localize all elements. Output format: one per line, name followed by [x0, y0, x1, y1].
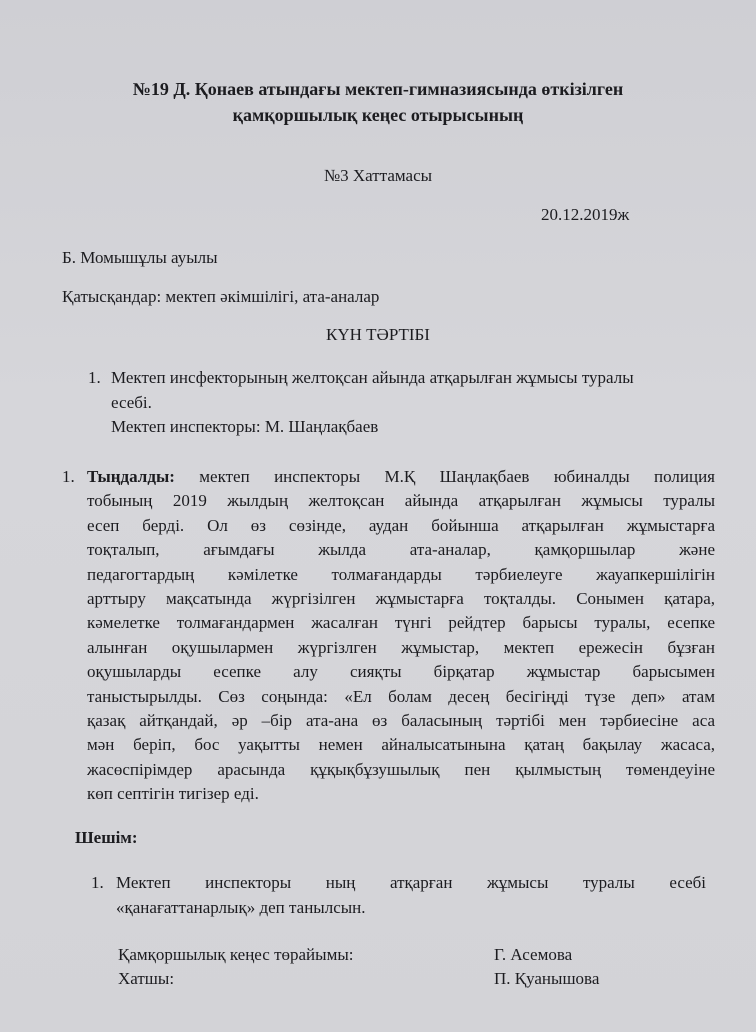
document-title-line1: №19 Д. Қонаев атындағы мектеп-гимназиясында өткізілген [132, 79, 624, 99]
protocol-number: №3 Хаттамасы [323, 166, 433, 185]
heard-line: жасөспірімдер арасында құқықбұзушылық пен қылмыстың төмендеуіне [87, 759, 715, 779]
decision-item-line1: Мектеп инспекторы ның атқарған жұмысы туралы есебі [116, 873, 706, 892]
heard-label: Тыңдалды: [87, 467, 175, 486]
decision-item-number: 1. [91, 873, 104, 892]
heard-line: мән беріп, бос уақытты немен айналысатынына қатаң бақылау жасаса, [87, 735, 715, 755]
document-date: 20.12.2019ж [541, 205, 630, 224]
heard-line: көп септігін тигізер еді. [87, 784, 259, 804]
heard-first-line [87, 465, 715, 489]
chair-label: Қамқоршылық кеңес төрайымы: [118, 945, 354, 964]
heard-line1-text: мектеп инспекторы М.Қ Шаңлақбаев юбиналды полиция [199, 467, 715, 486]
chair-name: Г. Асемова [494, 945, 573, 964]
heard-line: оқушыларды есепке алу сияқты бірқатар жұмыстар барысымен [87, 662, 715, 682]
agenda-item-line1: Мектеп инсфекторының желтоқсан айында атқарылған жұмысы туралы [111, 368, 634, 387]
agenda-item-line2: есебі. [111, 393, 152, 412]
heard-line: тоқталып, ағымдағы жылда ата-аналар, қамқоршылар және [87, 540, 715, 560]
heard-line: арттыру мақсатында жүргізілген жұмыстарға тоқталды. Сонымен қатара, [87, 589, 715, 608]
secretary-name: П. Қуанышова [494, 969, 600, 988]
heard-line: педагогтардың кәмілетке толмағандарды тәрбиелеуге жауапкершілігін [87, 564, 715, 584]
attendees: Қатысқандар: мектеп әкімшілігі, ата-аналар [62, 287, 380, 306]
decision-item-line2: «қанағаттанарлық» деп танылсын. [116, 898, 366, 917]
heard-line: кәмелетке толмағандармен жасалған түнгі рейдтер барысы туралы, есепке [87, 613, 715, 633]
heard-line: таныстырылды. Сөз соңында: «Ел болам десең бесігіңді түзе деп» атам [87, 686, 715, 706]
heard-line: қазақ айтқандай, әр –бір ата-ана өз баласының тәртібі мен тәрбиесіне аса [87, 711, 715, 730]
agenda-item-number: 1. [88, 368, 101, 387]
heard-number: 1. [62, 467, 75, 486]
agenda-heading: КҮН ТӘРТІБІ [326, 325, 430, 344]
secretary-label: Хатшы: [118, 969, 175, 988]
agenda-item-speaker: Мектеп инспекторы: М. Шаңлақбаев [111, 417, 379, 436]
heard-line: тобының 2019 жылдың желтоқсан айында атқарылған жұмысы туралы [87, 491, 715, 511]
heard-line: есеп берді. Ол өз сөзінде, аудан бойынша атқарылған жұмыстарға [87, 515, 715, 535]
place: Б. Момышұлы ауылы [62, 248, 218, 267]
decision-heading: Шешім: [75, 828, 138, 847]
heard-line: алынған оқушылармен жүргізлген жұмыстар, мектеп ережесін бұзған [87, 637, 715, 657]
document-title-line2: қамқоршылық кеңес отырысының [232, 105, 524, 125]
